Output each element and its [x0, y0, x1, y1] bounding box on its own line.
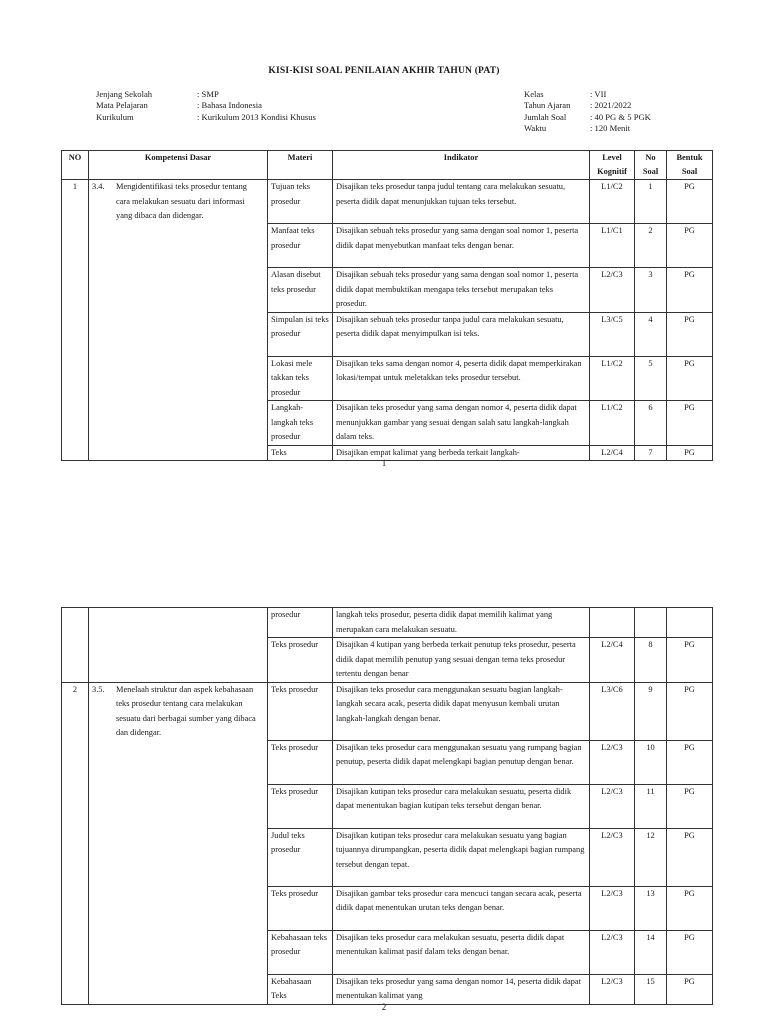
materi-cell: Tujuan teks prosedur: [268, 180, 333, 224]
bentuk-cell: PG: [667, 356, 713, 401]
indikator-cell: Disajikan teks prosedur yang sama dengan nomor 14, peserta didik dapat menentukan kalimat yang: [333, 974, 590, 1004]
indikator-cell: Disajikan teks prosedur yang sama dengan nomor 4, peserta didik dapat menunjukkan gambar yang sesuai dengan salah satu langkah-langkah dalam teks.: [333, 401, 590, 446]
indikator-cell: Disajikan 4 kutipan yang berbeda terkait penutup teks prosedur, peserta didik dapat memilih penutup yang sesuai dengan tema teks prosedur tertentu dengan benar: [333, 638, 590, 683]
no-soal-cell: 2: [635, 224, 667, 268]
no-soal-cell: 5: [635, 356, 667, 401]
header-level-kognitif: Level Kognitif: [590, 151, 635, 180]
meta-row: [96, 112, 316, 123]
no-soal-cell: 8: [635, 638, 667, 683]
materi-cell: Kebahasaan teks prosedur: [268, 930, 333, 974]
bentuk-cell: PG: [667, 886, 713, 930]
meta-row: [524, 112, 651, 123]
indikator-cell: Disajikan teks prosedur cara menggunakan sesuatu bagian langkah-langkah secara acak, peserta didik dapat menyusun kembali urutan langkah-langkah dengan benar.: [333, 682, 590, 740]
no-soal-cell: 9: [635, 682, 667, 740]
level-cell: L2/C3: [590, 930, 635, 974]
indikator-cell: Disajikan gambar teks prosedur cara mencuci tangan secara acak, peserta didik dapat menentukan urutan teks dengan benar.: [333, 886, 590, 930]
no-soal-cell: 4: [635, 312, 667, 356]
row-number: [62, 608, 89, 683]
meta-value: : Kurikulum 2013 Kondisi Khusus: [197, 111, 316, 122]
bentuk-cell: PG: [667, 974, 713, 1004]
indikator-cell: Disajikan teks sama dengan nomor 4, peserta didik dapat memperkirakan lokasi/tempat untuk meletakkan teks prosedur tersebut.: [333, 356, 590, 401]
document-page-1: [0, 0, 768, 490]
indikator-cell: Disajikan teks prosedur cara melakukan sesuatu, peserta didik dapat menentukan kalimat pasif dalam teks dengan benar.: [333, 930, 590, 974]
document-title: KISI-KISI SOAL PENILAIAN AKHIR TAHUN (PAT): [268, 66, 500, 76]
materi-cell: Teks prosedur: [268, 886, 333, 930]
materi-cell: Teks prosedur: [268, 784, 333, 828]
bentuk-cell: PG: [667, 930, 713, 974]
page-number: 1: [381, 458, 387, 468]
header-no: NO: [62, 151, 89, 180]
table-row: [62, 682, 713, 740]
level-cell: L2/C3: [590, 828, 635, 886]
meta-row: [524, 100, 651, 111]
bentuk-cell: PG: [667, 784, 713, 828]
table-row: [62, 608, 713, 638]
bentuk-cell: PG: [667, 180, 713, 224]
meta-value: : Bahasa Indonesia: [197, 100, 262, 111]
indikator-cell: Disajikan kutipan teks prosedur cara melakukan sesuatu, peserta didik dapat menentukan bagian kutipan teks tersebut dengan benar.: [333, 784, 590, 828]
level-cell: L2/C4: [590, 445, 635, 461]
materi-cell: prosedur: [268, 608, 333, 638]
bentuk-cell: [667, 608, 713, 638]
no-soal-cell: [635, 608, 667, 638]
bentuk-cell: PG: [667, 828, 713, 886]
row-number: 1: [62, 180, 89, 461]
level-cell: [590, 608, 635, 638]
header-bentuk-soal: Bentuk Soal: [667, 151, 713, 180]
header-materi: Materi: [268, 151, 333, 180]
level-cell: L2/C3: [590, 784, 635, 828]
no-soal-cell: 12: [635, 828, 667, 886]
materi-cell: Teks prosedur: [268, 638, 333, 683]
level-cell: L2/C4: [590, 638, 635, 683]
meta-value: : 2021/2022: [590, 100, 632, 111]
bentuk-cell: PG: [667, 224, 713, 268]
document-page-2: [0, 490, 768, 1024]
materi-cell: Manfaat teks prosedur: [268, 224, 333, 268]
meta-label: Mata Pelajaran: [96, 100, 148, 111]
meta-row: [96, 89, 316, 100]
level-cell: L1/C1: [590, 224, 635, 268]
materi-cell: Alasan disebut teks prosedur: [268, 268, 333, 313]
kompetensi-dasar-cell: [89, 180, 268, 461]
meta-value: : 40 PG & 5 PGK: [590, 111, 651, 122]
materi-cell: Lokasi mele takkan teks prosedur: [268, 356, 333, 401]
level-cell: L1/C2: [590, 180, 635, 224]
no-soal-cell: 10: [635, 740, 667, 784]
indikator-cell: Disajikan sebuah teks prosedur yang sama dengan soal nomor 1, peserta didik dapat menyebutkan manfaat teks dengan benar.: [333, 224, 590, 268]
materi-cell: Simpulan isi teks prosedur: [268, 312, 333, 356]
level-cell: L2/C3: [590, 974, 635, 1004]
materi-cell: Langkah-langkah teks prosedur: [268, 401, 333, 446]
school-info-left: [96, 89, 316, 123]
no-soal-cell: 15: [635, 974, 667, 1004]
materi-cell: Kebahasaan Teks: [268, 974, 333, 1004]
bentuk-cell: PG: [667, 740, 713, 784]
kd-code: 3.5.: [92, 684, 105, 694]
header-kompetensi-dasar: Kompetensi Dasar: [89, 151, 268, 180]
no-soal-cell: 13: [635, 886, 667, 930]
meta-value: : VII: [590, 89, 607, 99]
kd-text: Mengidentifikasi teks prosedur tentang cara melakukan sesuatu dari informasi yang dibaca dan didengar.: [116, 182, 247, 220]
bentuk-cell: PG: [667, 401, 713, 446]
table-header-row: [62, 151, 713, 180]
meta-value: : SMP: [197, 89, 219, 99]
bentuk-cell: PG: [667, 268, 713, 313]
level-cell: L3/C6: [590, 682, 635, 740]
bentuk-cell: PG: [667, 312, 713, 356]
indikator-cell: Disajikan kutipan teks prosedur cara melakukan sesuatu yang bagian tujuannya dirumpangkan, peserta didik dapat melengkapi bagian rumpang tersebut dengan tepat.: [333, 828, 590, 886]
indikator-cell: Disajikan teks prosedur tanpa judul tentang cara melakukan sesuatu, peserta didik dapat menunjukkan tujuan teks tersebut.: [333, 180, 590, 224]
materi-cell: Teks: [268, 445, 333, 461]
meta-row: [524, 123, 651, 134]
school-info-right: [524, 89, 651, 134]
meta-label: Kurikulum: [96, 111, 134, 122]
header-no-soal: No Soal: [635, 151, 667, 180]
kompetensi-dasar-cell: [89, 682, 268, 1004]
meta-label: Tahun Ajaran: [524, 100, 571, 111]
indikator-cell: Disajikan empat kalimat yang berbeda terkait langkah-: [333, 445, 590, 461]
meta-row: [96, 100, 316, 111]
meta-label: Jenjang Sekolah: [96, 89, 153, 99]
meta-label: Kelas: [524, 89, 544, 99]
indikator-cell: Disajikan teks prosedur cara menggunakan sesuatu yang rumpang bagian penutup, peserta didik dapat melengkapi bagian penutup dengan benar.: [333, 740, 590, 784]
bentuk-cell: PG: [667, 445, 713, 461]
indikator-cell: Disajikan sebuah teks prosedur yang sama dengan soal nomor 1, peserta didik dapat membuktikan mengapa teks tersebut merupakan teks prosedur.: [333, 268, 590, 313]
materi-cell: Teks prosedur: [268, 740, 333, 784]
table-row: [62, 180, 713, 224]
meta-value: : 120 Menit: [590, 122, 631, 133]
meta-row: [524, 89, 651, 100]
no-soal-cell: 6: [635, 401, 667, 446]
kd-code: 3.4.: [92, 182, 105, 191]
materi-cell: Judul teks prosedur: [268, 828, 333, 886]
indikator-cell: langkah teks prosedur, peserta didik dapat memilih kalimat yang merupakan cara melakukan sesuatu.: [333, 608, 590, 638]
kisi-kisi-table-page-2: [61, 607, 713, 1005]
kompetensi-dasar-cell: [89, 608, 268, 683]
no-soal-cell: 1: [635, 180, 667, 224]
no-soal-cell: 11: [635, 784, 667, 828]
page-number: 2: [381, 1002, 387, 1012]
level-cell: L2/C3: [590, 740, 635, 784]
no-soal-cell: 3: [635, 268, 667, 313]
no-soal-cell: 7: [635, 445, 667, 461]
level-cell: L2/C3: [590, 886, 635, 930]
materi-cell: Teks prosedur: [268, 682, 333, 740]
bentuk-cell: PG: [667, 682, 713, 740]
header-indikator: Indikator: [333, 151, 590, 180]
bentuk-cell: PG: [667, 638, 713, 683]
indikator-cell: Disajikan sebuah teks prosedur tanpa judul cara melakukan sesuatu, peserta didik dapat menyimpulkan isi teks.: [333, 312, 590, 356]
kisi-kisi-table-page-1: [61, 150, 713, 461]
no-soal-cell: 14: [635, 930, 667, 974]
kd-text: Menelaah struktur dan aspek kebahasaan teks prosedur tentang cara melakukan sesuatu dari berbagai sumber yang dibaca dan didengar.: [116, 684, 256, 737]
level-cell: L1/C2: [590, 401, 635, 446]
level-cell: L3/C5: [590, 312, 635, 356]
level-cell: L1/C2: [590, 356, 635, 401]
meta-label: Jumlah Soal: [524, 111, 567, 122]
level-cell: L2/C3: [590, 268, 635, 313]
row-number: 2: [62, 682, 89, 1004]
meta-label: Waktu: [524, 122, 547, 133]
